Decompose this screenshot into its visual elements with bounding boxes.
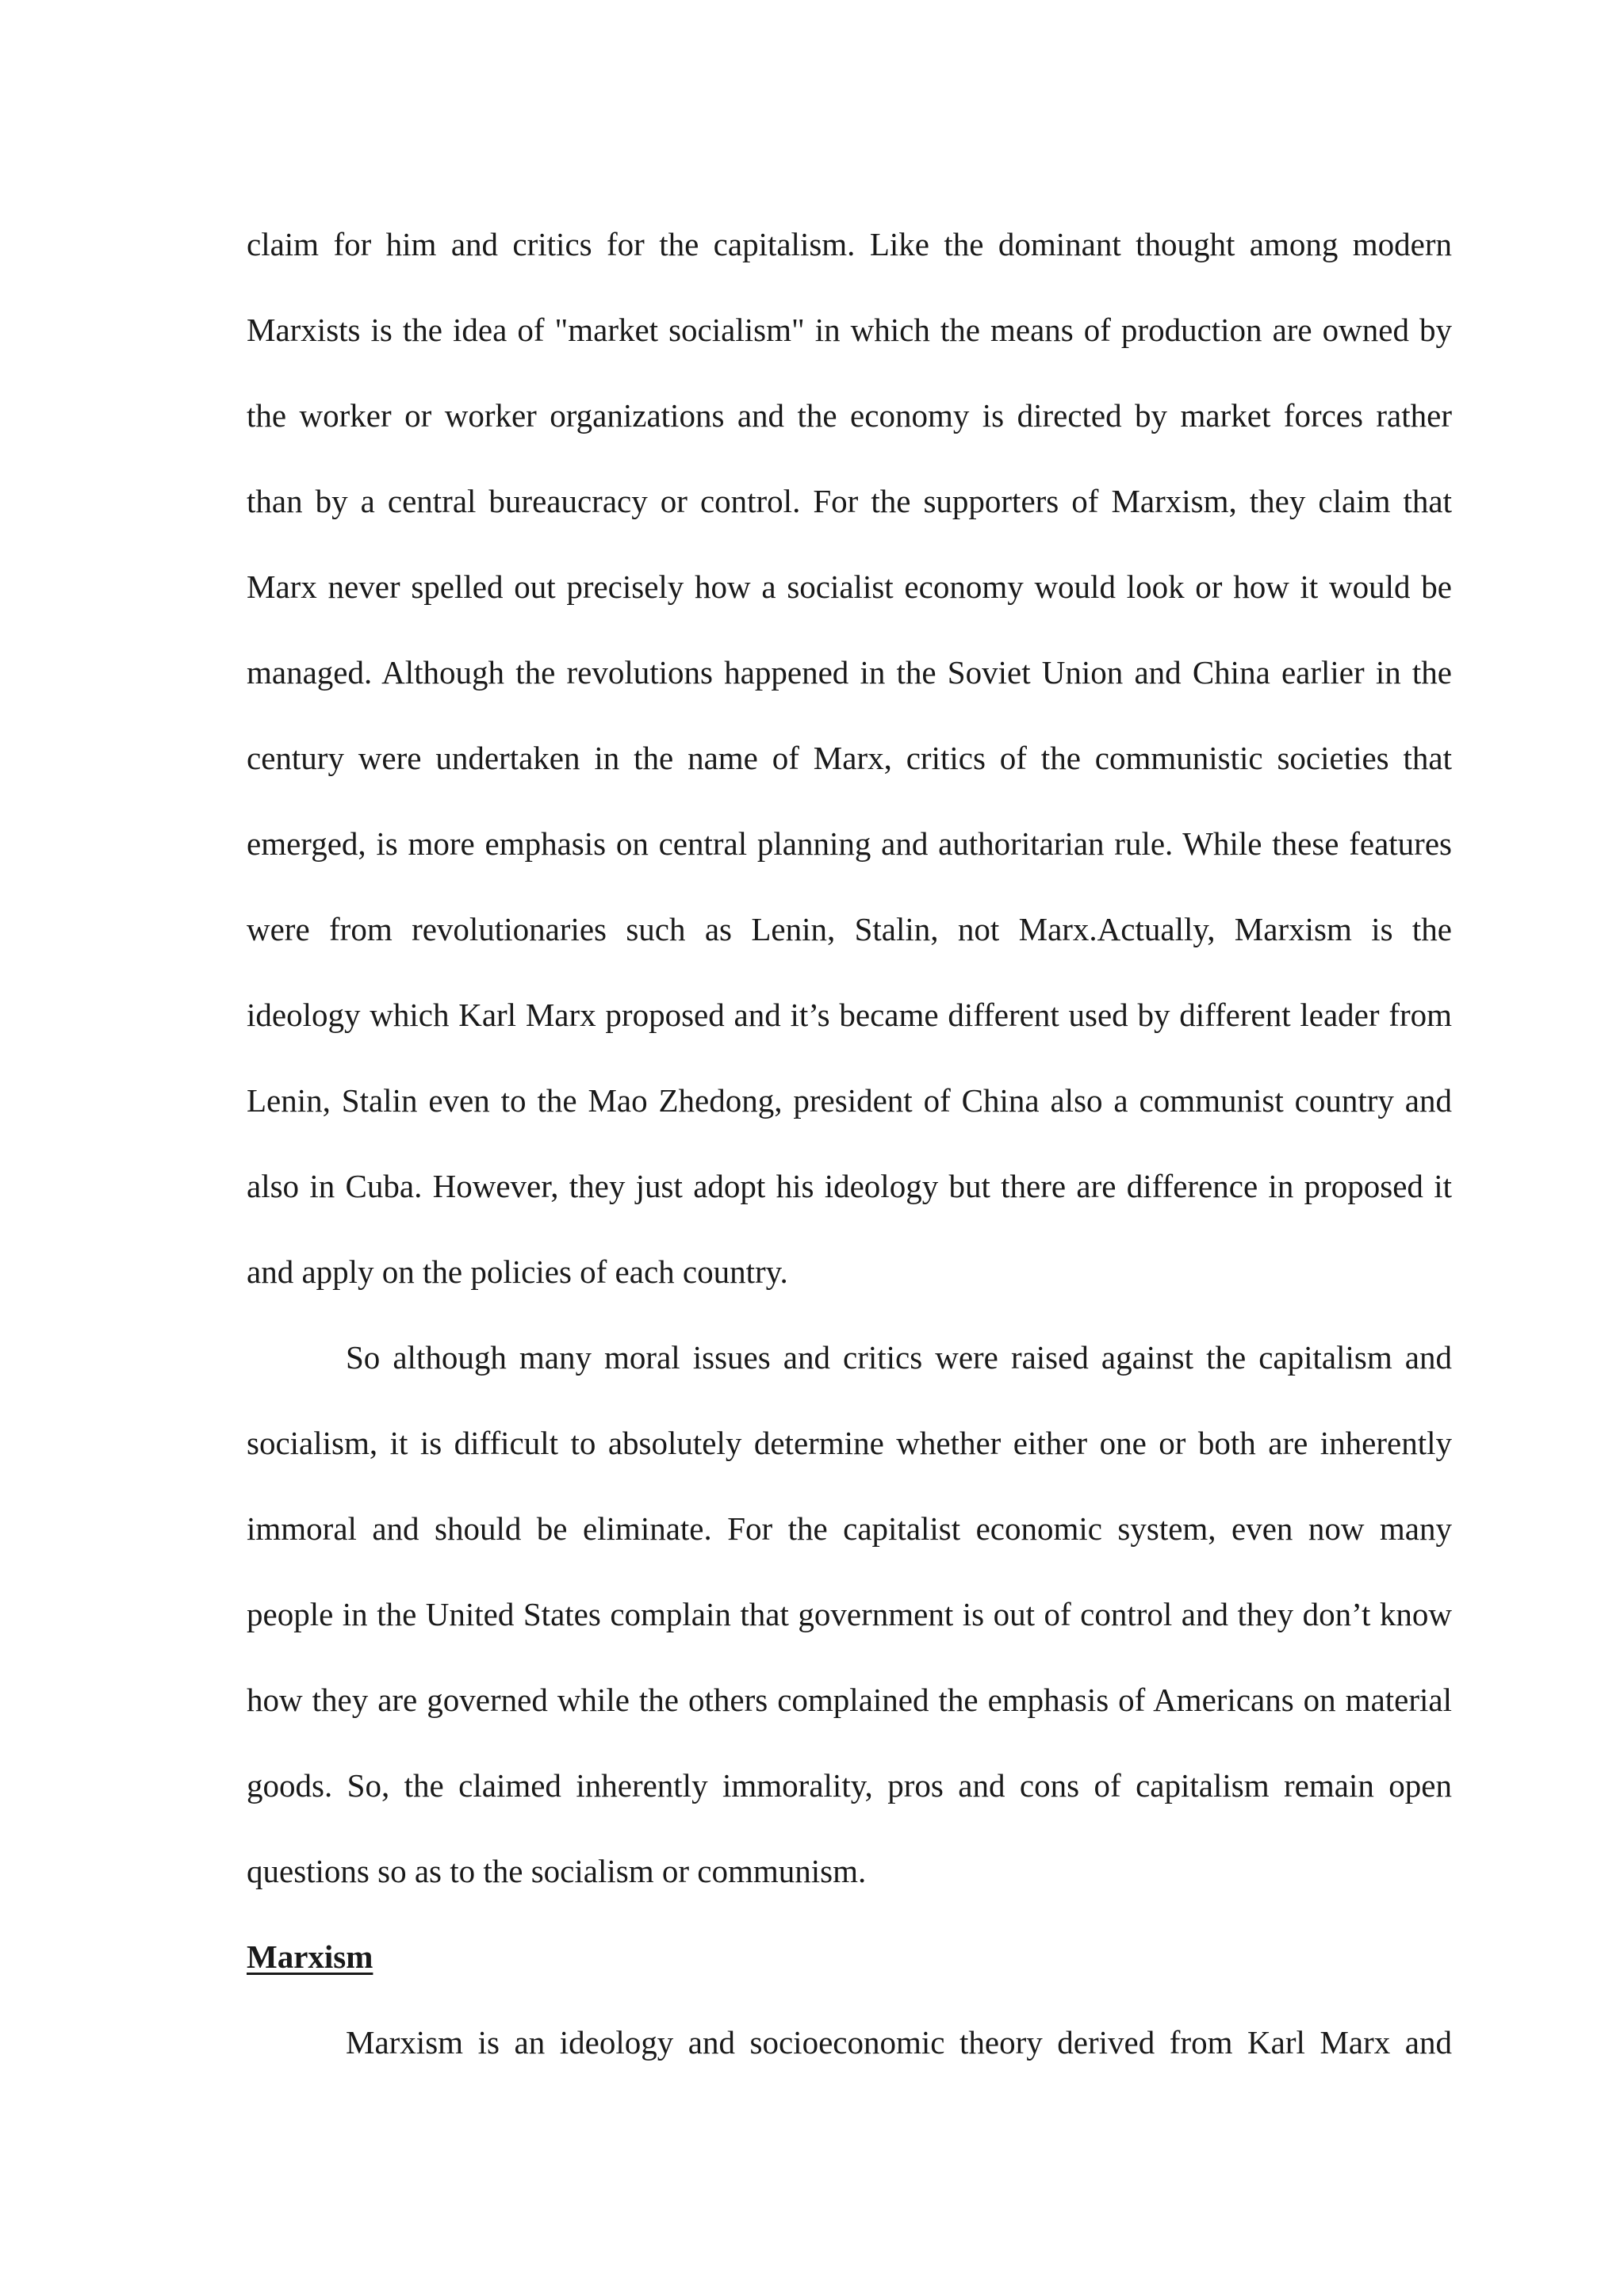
text-line: Marxism is an ideology and socioeconomic theory derived from Karl Marx and	[346, 2024, 1452, 2061]
paragraph	[247, 1321, 1452, 1920]
text-line: and apply on the policies of each country.	[247, 1253, 788, 1290]
text-line: ideology which Karl Marx proposed and it’s became different used by different leader from	[247, 997, 1452, 1033]
document-body	[247, 208, 1452, 2091]
section-heading-wrap	[247, 1920, 1452, 2006]
text-line: how they are governed while the others complained the emphasis of Americans on material	[247, 1682, 1452, 1718]
paragraph	[247, 2006, 1452, 2091]
text-line: Marxists is the idea of "market socialism" in which the means of production are owned by	[247, 312, 1452, 348]
text-line: than by a central bureaucracy or control. For the supporters of Marxism, they claim that	[247, 483, 1452, 519]
text-line: were from revolutionaries such as Lenin, Stalin, not Marx.Actually, Marxism is the	[247, 911, 1452, 947]
text-line: Marx never spelled out precisely how a socialist economy would look or how it would be	[247, 568, 1452, 605]
section-heading: Marxism	[247, 1938, 373, 1975]
text-line: people in the United States complain that government is out of control and they don’t know	[247, 1596, 1452, 1632]
paragraph	[247, 208, 1452, 1321]
text-line: emerged, is more emphasis on central planning and authoritarian rule. While these features	[247, 825, 1452, 862]
text-line: claim for him and critics for the capitalism. Like the dominant thought among modern	[247, 226, 1452, 262]
text-line: socialism, it is difficult to absolutely determine whether either one or both are inherently	[247, 1425, 1452, 1461]
text-line: managed. Although the revolutions happened in the Soviet Union and China earlier in the	[247, 654, 1452, 691]
text-line: goods. So, the claimed inherently immorality, pros and cons of capitalism remain open	[247, 1767, 1452, 1804]
text-line: questions so as to the socialism or communism.	[247, 1853, 867, 1889]
text-line: immoral and should be eliminate. For the capitalist economic system, even now many	[247, 1510, 1452, 1547]
text-line: the worker or worker organizations and the economy is directed by market forces rather	[247, 397, 1452, 434]
text-line: So although many moral issues and critics were raised against the capitalism and	[346, 1339, 1452, 1376]
text-line: century were undertaken in the name of Marx, critics of the communistic societies that	[247, 740, 1452, 776]
text-line: also in Cuba. However, they just adopt his ideology but there are difference in proposed it	[247, 1168, 1452, 1204]
text-line: Lenin, Stalin even to the Mao Zhedong, president of China also a communist country and	[247, 1082, 1452, 1119]
